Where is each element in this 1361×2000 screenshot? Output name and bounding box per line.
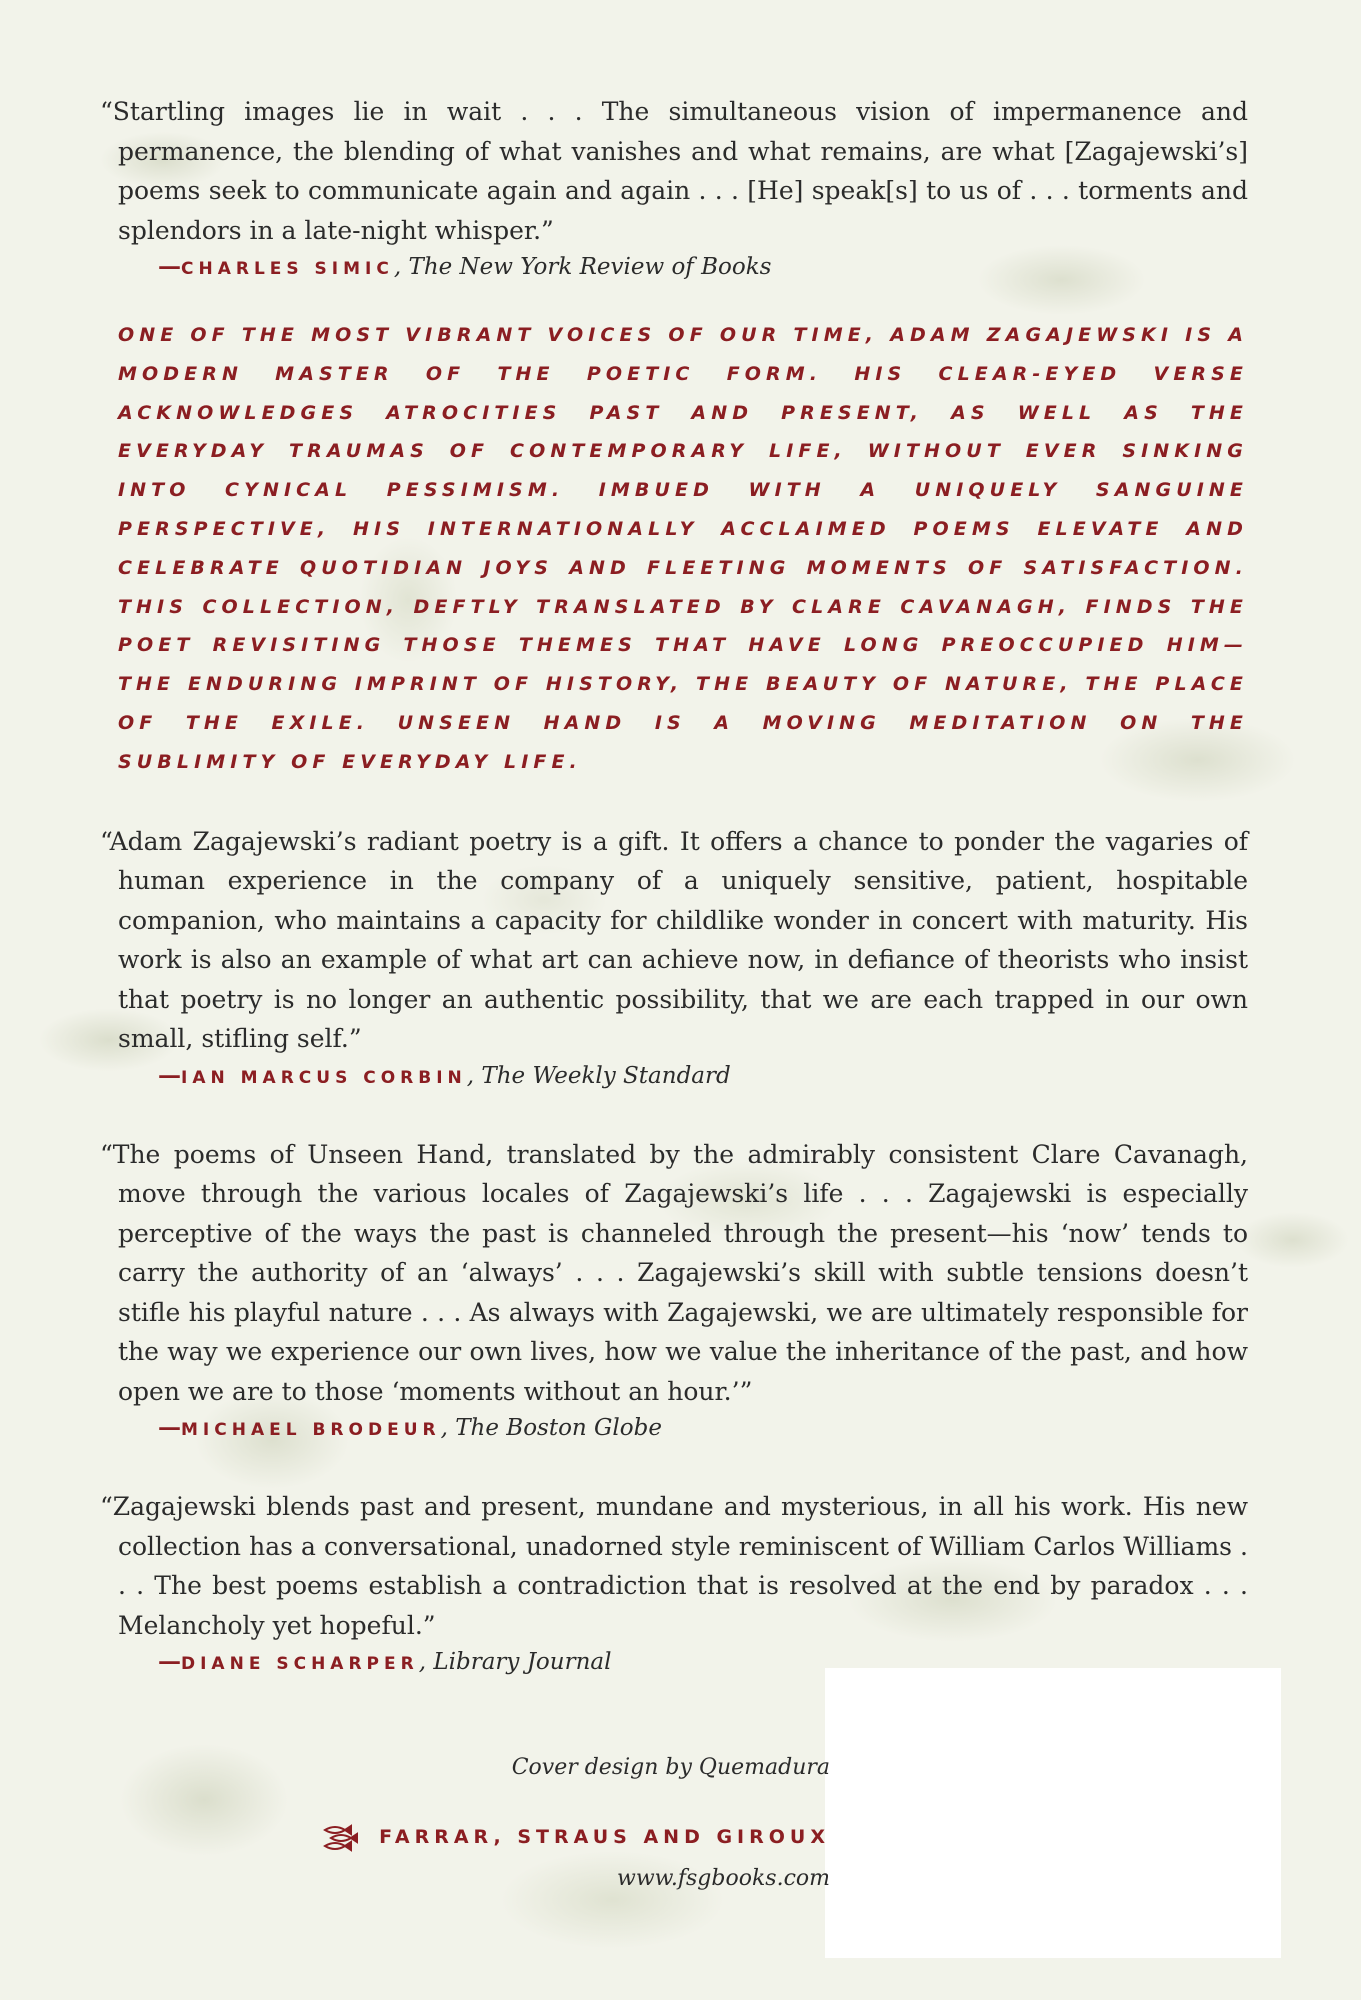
back-cover-text <box>100 92 1248 1681</box>
cover-footer <box>290 1755 830 1891</box>
attribution-dash: — <box>158 253 181 280</box>
reviewer-name: MICHAEL BRODEUR <box>181 1420 441 1441</box>
publication-name: , The New York Review of Books <box>393 254 772 280</box>
attribution-dash: — <box>158 1414 181 1442</box>
review-quote-4 <box>100 1487 1248 1645</box>
quote-text: Adam Zagajewski’s radiant poetry is a gift. It offers a chance to ponder the vagaries of human experience in the company of a uniquely sensitive, patient, hospitable companion, who maintains a capacity for childlike wonder in concert with maturity. His work is also an example of what art can achieve now, in defiance of theorists who insist that poetry is no longer an authentic possibility, that we are each trapped in our own small, stifling self.” <box>109 826 1248 1054</box>
publication-name: , Library Journal <box>418 1649 612 1676</box>
spacer <box>100 782 1248 822</box>
review-quote-3 <box>100 1135 1248 1412</box>
quote-open-mark: “ <box>100 826 110 856</box>
spacer <box>100 1095 1248 1135</box>
review-quote-2 <box>100 822 1248 1059</box>
cover-design-credit: Cover design by Quemadura <box>511 1755 830 1780</box>
book-description: ONE OF THE MOST VIBRANT VOICES OF OUR TIME, ADAM ZAGAJEWSKI IS A MODERN MASTER OF THE POETIC FORM. HIS CLEAR-EYED VERSE ACKNOWLEDGES ATROCITIES PAST AND PRESENT, AS WELL AS THE EVERYDAY TRAUMAS OF CONTEMPORARY LIFE, WITHOUT EVER SINKING INTO CYNICAL PESSIMISM. IMBUED WITH A UNIQUELY SANGUINE PERSPECTIVE, HIS INTERNATIONALLY ACCLAIMED POEMS ELEVATE AND CELEBRATE QUOTIDIAN JOYS AND FLEETING MOMENTS OF SATISFACTION. THIS COLLECTION, DEFTLY TRANSLATED BY CLARE CAVANAGH, FINDS THE POET REVISITING THOSE THEMES THAT HAVE LONG PREOCCUPIED HIM—THE ENDURING IMPRINT OF HISTORY, THE BEAUTY OF NATURE, THE PLACE OF THE EXILE. UNSEEN HAND IS A MOVING MEDITATION ON THE SUBLIMITY OF EVERYDAY LIFE. <box>118 324 1248 773</box>
barcode-area <box>825 1668 1281 1958</box>
spacer <box>100 1447 1248 1487</box>
review-attribution-2 <box>100 1059 1248 1095</box>
attribution-dash: — <box>158 1648 181 1676</box>
publication-name: , The Boston Globe <box>440 1415 662 1442</box>
reviewer-name: DIANE SCHARPER <box>181 1654 419 1675</box>
quote-text: Startling images lie in wait . . . The simultaneous vision of impermanence and permanence, the blending of what vanishes and what remains, are what [Zagajewski’s] poems seek to communicate again and again . . . [He] speak[s] to us of . . . torments and splendors in a late-night whisper.” <box>112 97 1248 245</box>
review-attribution-3 <box>100 1411 1248 1447</box>
review-quote-1 <box>100 92 1248 250</box>
quote-open-mark: “ <box>100 1492 113 1522</box>
review-attribution-1 <box>100 250 1248 286</box>
reviewer-name: IAN MARCUS CORBIN <box>181 1067 467 1088</box>
publisher-name: FARRAR, STRAUS AND GIROUX <box>379 1826 830 1848</box>
attribution-dash: — <box>158 1061 181 1089</box>
fsg-fish-logo-icon <box>321 1822 361 1852</box>
quote-text: The poems of Unseen Hand, translated by the admirably consistent Clare Cavanagh, move through the various locales of Zagajewski’s life . . . Zagajewski is especially perceptive of the ways the past is channeled through the present—his ‘now’ tends to carry the authority of an ‘always’ . . . Zagajewski’s skill with subtle tensions doesn’t stifle his playful nature . . . As always with Zagajewski, we are ultimately responsible for the way we experience our own lives, how we value the inheritance of the past, and how open we are to those ‘moments without an hour.’” <box>112 1139 1248 1406</box>
publisher-url: www.fsgbooks.com <box>616 1866 830 1891</box>
quote-text: Zagajewski blends past and present, mundane and mysterious, in all his work. His new collection has a conversational, unadorned style reminiscent of William Carlos Williams . . . The best poems establish a contradiction that is resolved at the end by paradox . . . Melancholy yet hopeful.” <box>112 1492 1248 1640</box>
publisher-row <box>290 1822 830 1852</box>
publication-name: , The Weekly Standard <box>466 1062 731 1089</box>
quote-open-mark: “ <box>100 1139 113 1169</box>
quote-open-mark: “ <box>100 97 113 126</box>
reviewer-name: CHARLES SIMIC <box>181 259 394 279</box>
